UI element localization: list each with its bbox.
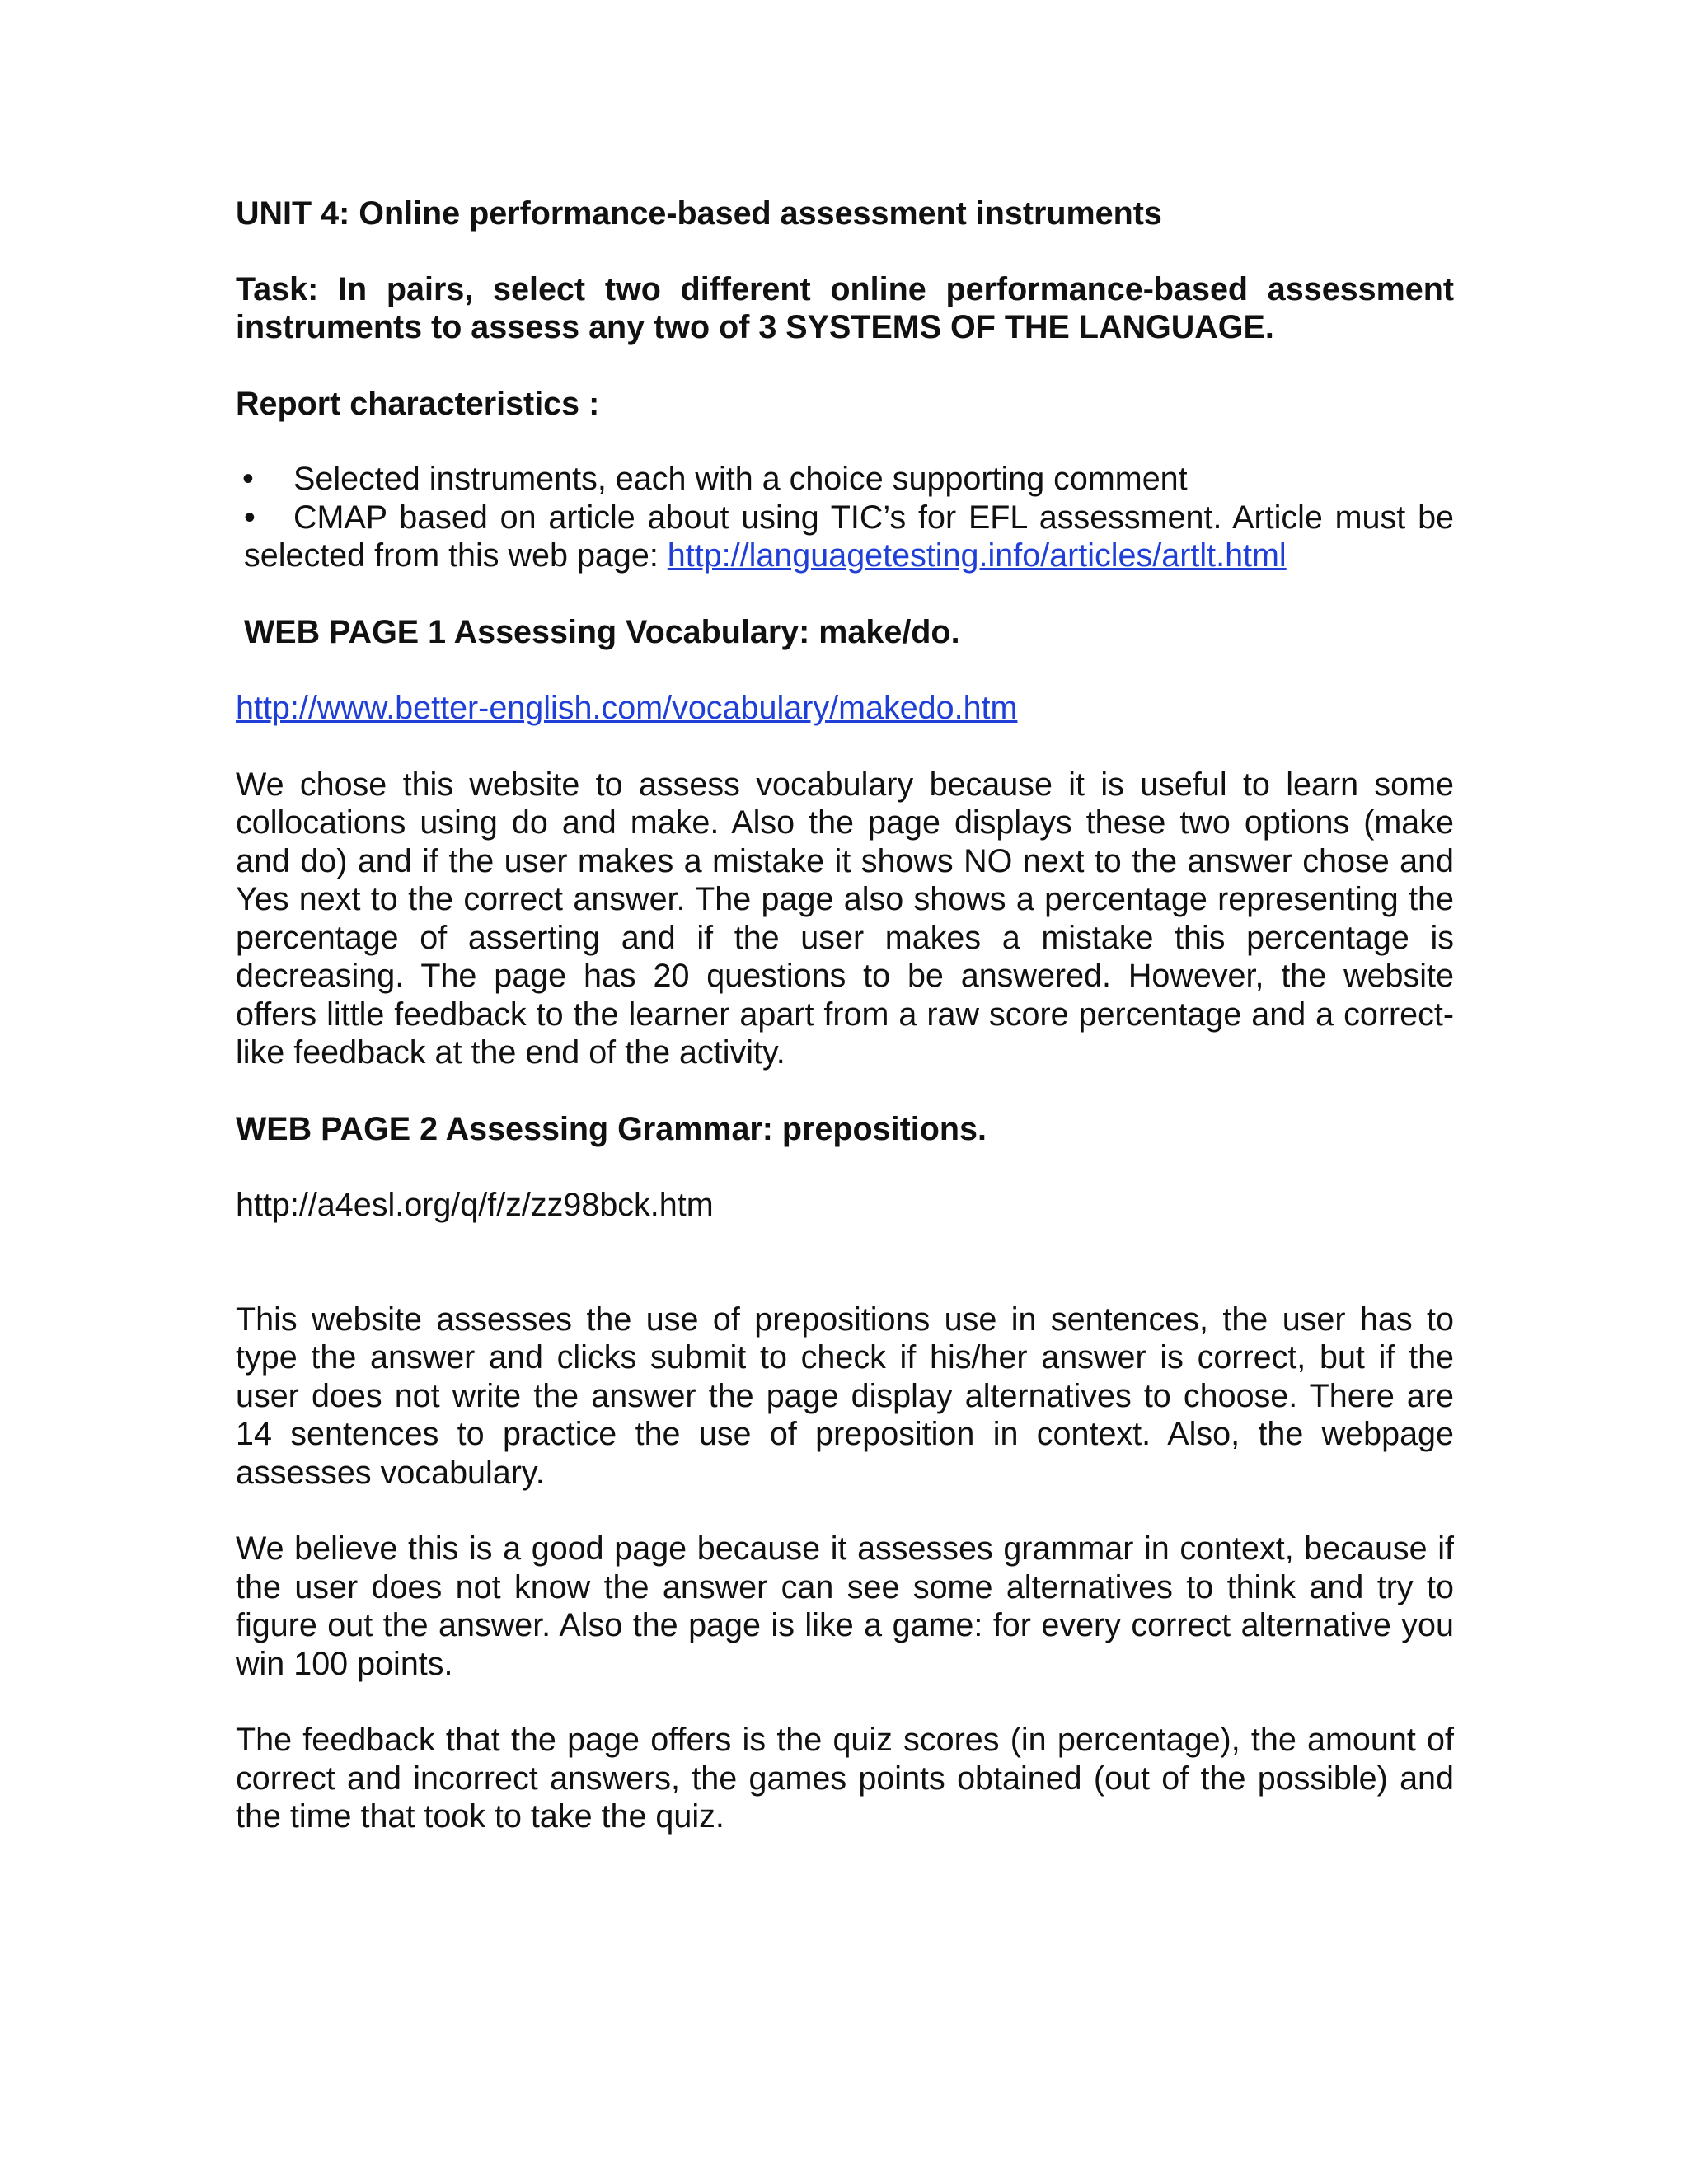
web-page-1-heading: WEB PAGE 1 Assessing Vocabulary: make/do. xyxy=(244,613,960,650)
web-page-1-url-line xyxy=(236,689,1454,728)
web-page-1-link[interactable]: http://www.better-english.com/vocabulary/makedo.htm xyxy=(236,690,1018,726)
task-instructions: Task: In pairs, select two different online performance-based assessment instruments to assess any two of 3 SYSTEMS OF THE LANGUAGE. xyxy=(236,270,1454,345)
bullet-text: CMAP based on article about using TIC’s for EFL assessment. Article must be selected from this web page: xyxy=(244,499,1454,574)
report-heading: Report characteristics : xyxy=(236,385,600,422)
web-page-2-feedback: The feedback that the page offers is the quiz scores (in percentage), the amount of correct and incorrect answers, the games points obtained (out of the possible) and the time that took to take the quiz. xyxy=(236,1722,1454,1835)
document-page xyxy=(236,194,1454,1836)
list-item xyxy=(236,499,1454,575)
web-page-2-url: http://a4esl.org/q/f/z/zz98bck.htm xyxy=(236,1187,714,1223)
bullet-icon: • xyxy=(244,499,256,536)
web-page-2-heading: WEB PAGE 2 Assessing Grammar: prepositions. xyxy=(236,1110,987,1147)
report-bullet-list xyxy=(236,460,1454,575)
web-page-2-evaluation: We believe this is a good page because it assesses grammar in context, because if the user does not know the answer can see some alternatives to think and try to figure out the answer. Also the page is like a game: for every correct alternative you win 100 points. xyxy=(236,1530,1454,1682)
languagetesting-link[interactable]: http://languagetesting.info/articles/artlt.html xyxy=(667,537,1287,574)
web-page-1-description: We chose this website to assess vocabulary because it is useful to learn some collocations using do and make. Also the page displays these two options (make and do) and if the user makes a mistake it shows NO next to the answer chose and Yes next to the correct answer. The page also shows a percentage representing the percentage of asserting and if the user makes a mistake this percentage is decreasing. The page has 20 questions to be answered. However, the website offers little feedback to the learner apart from a raw score percentage and a correct-like feedback at the end of the activity. xyxy=(236,766,1454,1071)
list-item xyxy=(236,460,1454,499)
bullet-icon: • xyxy=(242,461,254,497)
web-page-2-description: This website assesses the use of prepositions use in sentences, the user has to type the answer and clicks submit to check if his/her answer is correct, but if the user does not write the answer the page display alternatives to choose. There are 14 sentences to practice the use of preposition in context. Also, the webpage assesses vocabulary. xyxy=(236,1301,1454,1491)
document-title: UNIT 4: Online performance-based assessment instruments xyxy=(236,195,1162,232)
bullet-text: Selected instruments, each with a choice supporting comment xyxy=(293,461,1188,497)
